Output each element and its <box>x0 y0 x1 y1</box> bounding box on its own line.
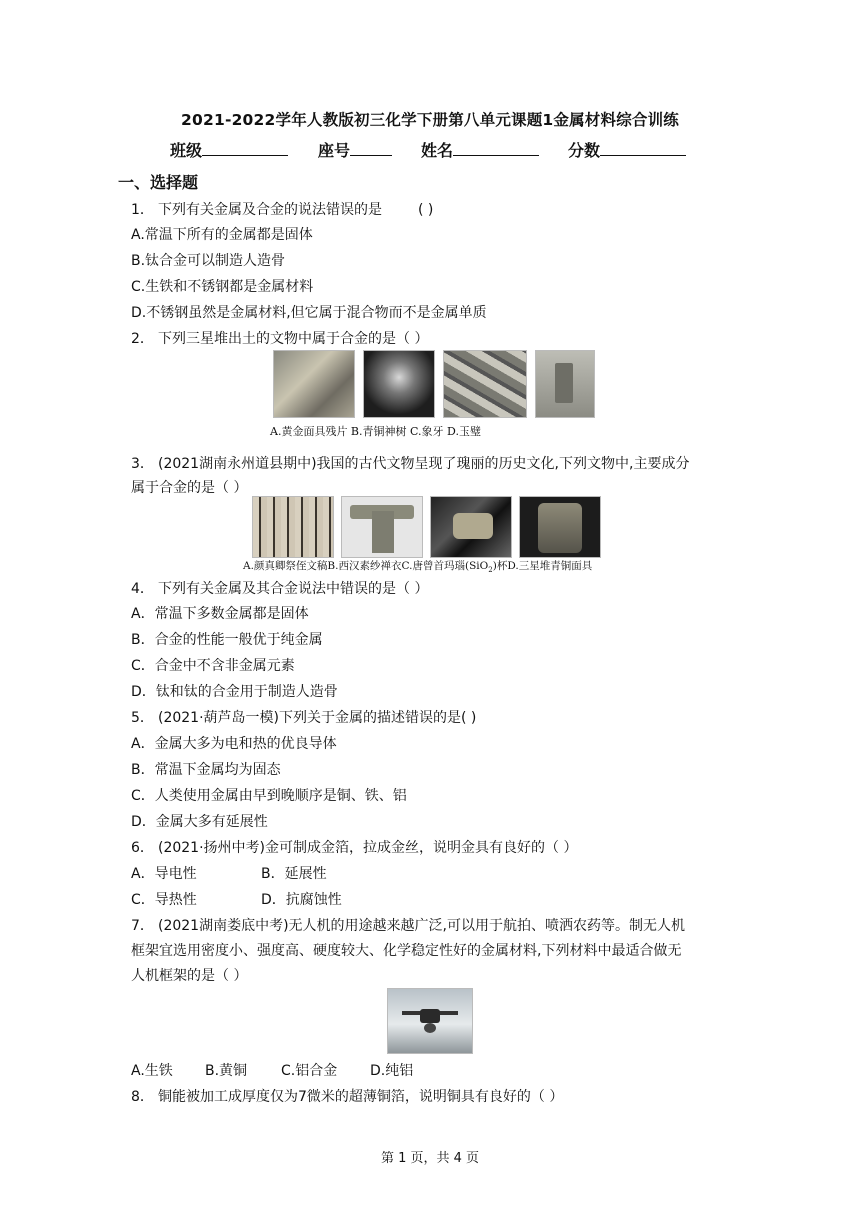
silk-robe-image <box>341 496 423 558</box>
q1-option-b: B.钛合金可以制造人造骨 <box>131 253 286 269</box>
class-blank <box>202 139 288 156</box>
q3-stem-line2: 属于合金的是（ ） <box>131 480 248 496</box>
seat-field <box>318 138 392 161</box>
q6-option-d: D．抗腐蚀性 <box>261 892 342 908</box>
gold-mask-image <box>273 350 355 418</box>
q5-stem: 5． (2021·葫芦岛一模)下列关于金属的描述错误的是( ) <box>131 710 477 726</box>
q1-option-c: C.生铁和不锈钢都是金属材料 <box>131 279 314 295</box>
page-title: 2021-2022学年人教版初三化学下册第八单元课题1金属材料综合训练 <box>181 111 679 129</box>
q7-option-a: A.生铁 <box>131 1063 173 1079</box>
q2-stem: 2． 下列三星堆出土的文物中属于合金的是（ ） <box>131 331 429 347</box>
q4-option-b: B．合金的性能一般优于纯金属 <box>131 632 323 648</box>
q6-options-row2 <box>131 889 342 909</box>
score-label: 分数 <box>568 141 601 160</box>
q6-option-a: A．导电性 <box>131 866 197 882</box>
q7-option-c: C.铝合金 <box>281 1063 338 1079</box>
q5-option-a: A．金属大多为电和热的优良导体 <box>131 736 337 752</box>
q1-option-a: A.常温下所有的金属都是固体 <box>131 227 313 243</box>
q4-option-d: D．钛和钛的合金用于制造人造骨 <box>131 684 338 700</box>
q1-option-d: D.不锈钢虽然是金属材料,但它属于混合物而不是金属单质 <box>131 305 487 321</box>
q3-stem-line1: 3． (2021湖南永州道县期中)我国的古代文物呈现了瑰丽的历史文化,下列文物中,主要成分 <box>131 456 690 472</box>
q4-option-a: A．常温下多数金属都是固体 <box>131 606 309 622</box>
drone-image <box>387 988 473 1054</box>
q4-stem: 4． 下列有关金属及其合金说法中错误的是（ ） <box>131 581 429 597</box>
q7-option-b: B.黄铜 <box>205 1063 248 1079</box>
jade-bi-image <box>535 350 595 418</box>
agate-cup-image <box>430 496 512 558</box>
q5-option-c: C．人类使用金属由早到晚顺序是铜、铁、铝 <box>131 788 407 804</box>
q8-stem: 8． 铜能被加工成厚度仅为7微米的超薄铜箔，说明铜具有良好的（ ） <box>131 1089 564 1105</box>
bronze-tree-image <box>363 350 435 418</box>
bronze-mask-image <box>519 496 601 558</box>
q6-options-row1 <box>131 863 327 883</box>
q6-stem: 6． (2021·扬州中考)金可制成金箔，拉成金丝，说明金具有良好的（ ） <box>131 840 578 856</box>
q7-stem-line2: 框架宜选用密度小、强度高、硬度较大、化学稳定性好的金属材料,下列材料中最适合做无 <box>131 943 682 959</box>
q2-images <box>273 350 595 418</box>
q7-options <box>131 1060 413 1080</box>
q5-option-b: B．常温下金属均为固态 <box>131 762 281 778</box>
class-field <box>170 138 288 161</box>
q7-option-d: D.纯铝 <box>370 1063 414 1079</box>
score-blank <box>600 139 686 156</box>
seat-blank <box>350 139 392 156</box>
calligraphy-image <box>252 496 334 558</box>
name-field <box>421 138 539 161</box>
q4-option-c: C．合金中不含非金属元素 <box>131 658 295 674</box>
section-title: 一、选择题 <box>118 173 199 192</box>
q6-option-c: C．导热性 <box>131 892 197 908</box>
q3-images <box>252 496 601 558</box>
ivory-image <box>443 350 527 418</box>
q1-stem: 1． 下列有关金属及合金的说法错误的是 ( ) <box>131 202 434 218</box>
seat-label: 座号 <box>318 141 351 160</box>
name-blank <box>453 139 539 156</box>
page-footer: 第 1 页，共 4 页 <box>380 1151 480 1166</box>
q6-option-b: B．延展性 <box>261 866 327 882</box>
class-label: 班级 <box>170 141 203 160</box>
q7-stem-line3: 人机框架的是（ ） <box>131 968 248 984</box>
q7-stem-line1: 7． (2021湖南娄底中考)无人机的用途越来越广泛,可以用于航拍、喷洒农药等。制无人机 <box>131 918 686 934</box>
name-label: 姓名 <box>421 141 454 160</box>
q5-option-d: D．金属大多有延展性 <box>131 814 268 830</box>
q2-caption: A.黄金面具残片 B.青铜神树 C.象牙 D.玉璧 <box>270 425 481 438</box>
q3-caption: A.颜真卿祭侄文稿B.西汉素纱禅衣C.唐曾首玛瑙(SiO$_2$)杯D.三星堆青铜面具 <box>243 560 593 575</box>
score-field <box>568 138 686 161</box>
